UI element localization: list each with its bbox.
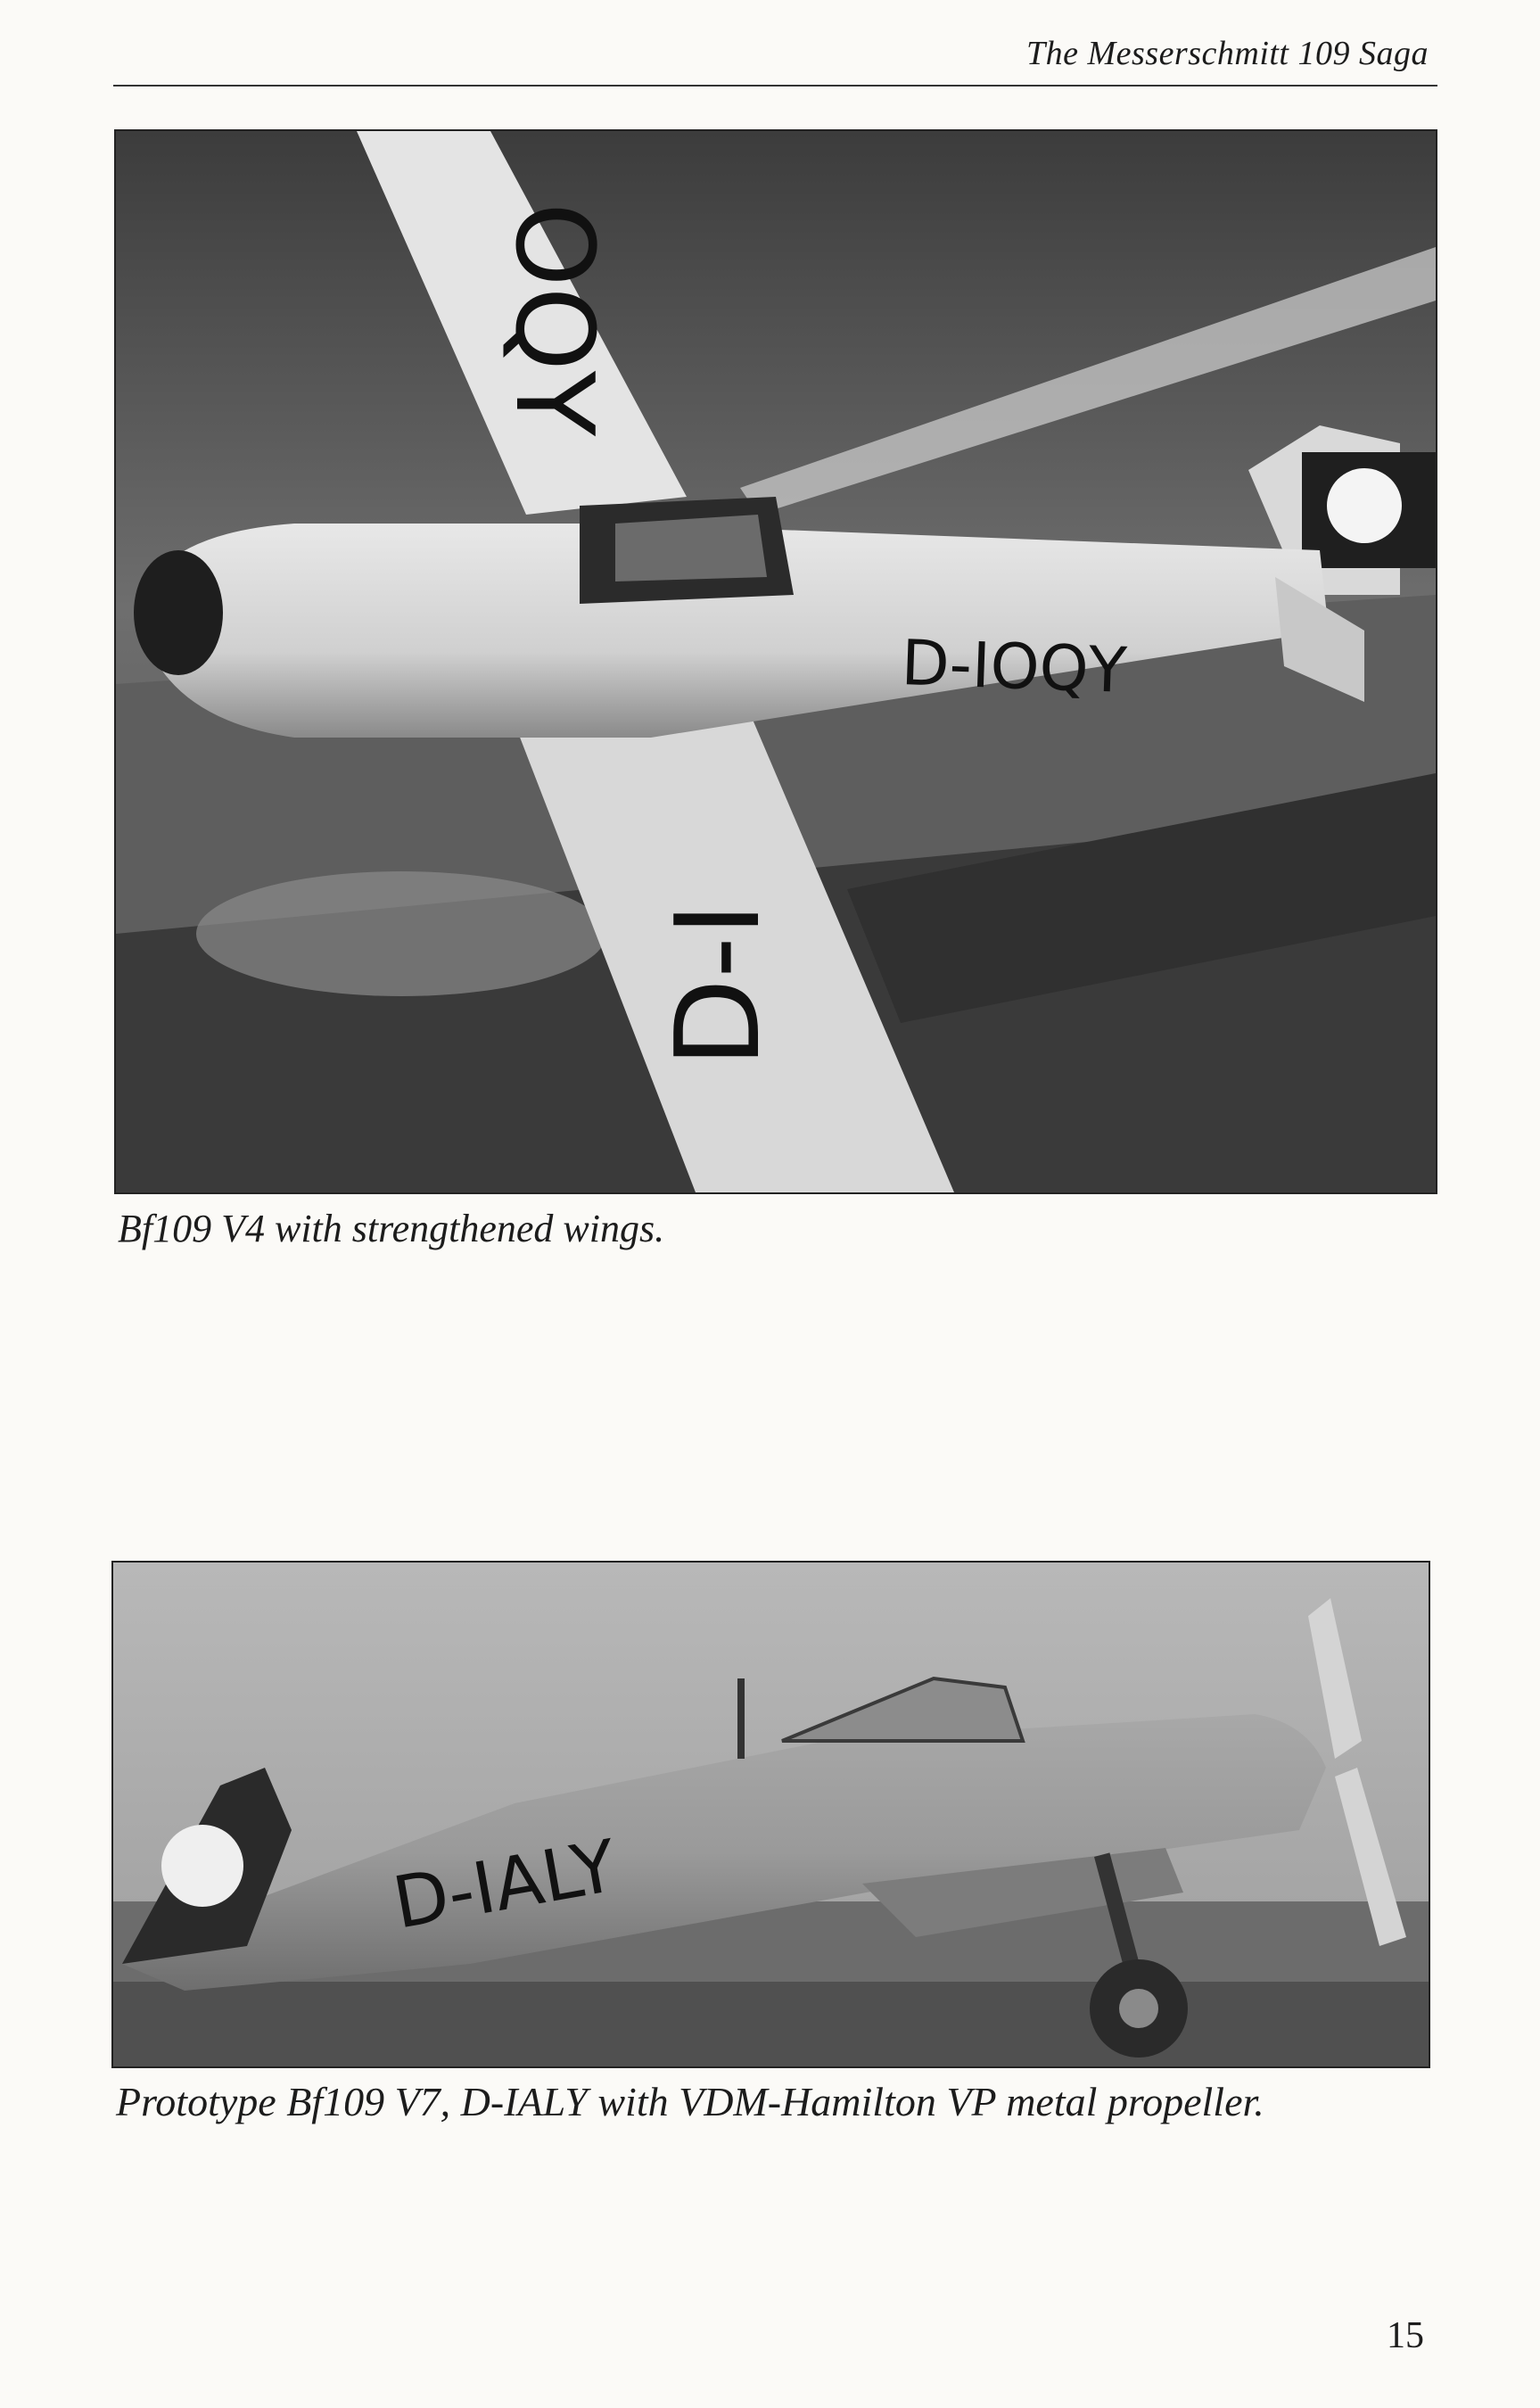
running-head: The Messerschmitt 109 Saga <box>1025 35 1429 72</box>
caption-bf109-v4: Bf109 V4 with strengthened wings. <box>118 1207 665 1250</box>
wing-lower-registration: D-I <box>650 902 786 1068</box>
photo-bf109-v4 <box>114 129 1437 1194</box>
photo-bf109-v7-drawing <box>113 1563 1429 2066</box>
wing-upper-registration: OQY <box>491 202 615 437</box>
fuselage-registration-v7: D-IALY <box>387 1824 623 1945</box>
photo-bf109-v4-drawing <box>116 131 1436 1192</box>
header-rule <box>113 85 1437 87</box>
photo-bf109-v7 <box>111 1561 1430 2068</box>
page-number: 15 <box>1387 2315 1424 2356</box>
fuselage-registration-v4: D-IOQY <box>900 626 1128 707</box>
caption-bf109-v7: Prototype Bf109 V7, D-IALY with VDM-Hamilton VP metal propeller. <box>116 2079 1264 2124</box>
